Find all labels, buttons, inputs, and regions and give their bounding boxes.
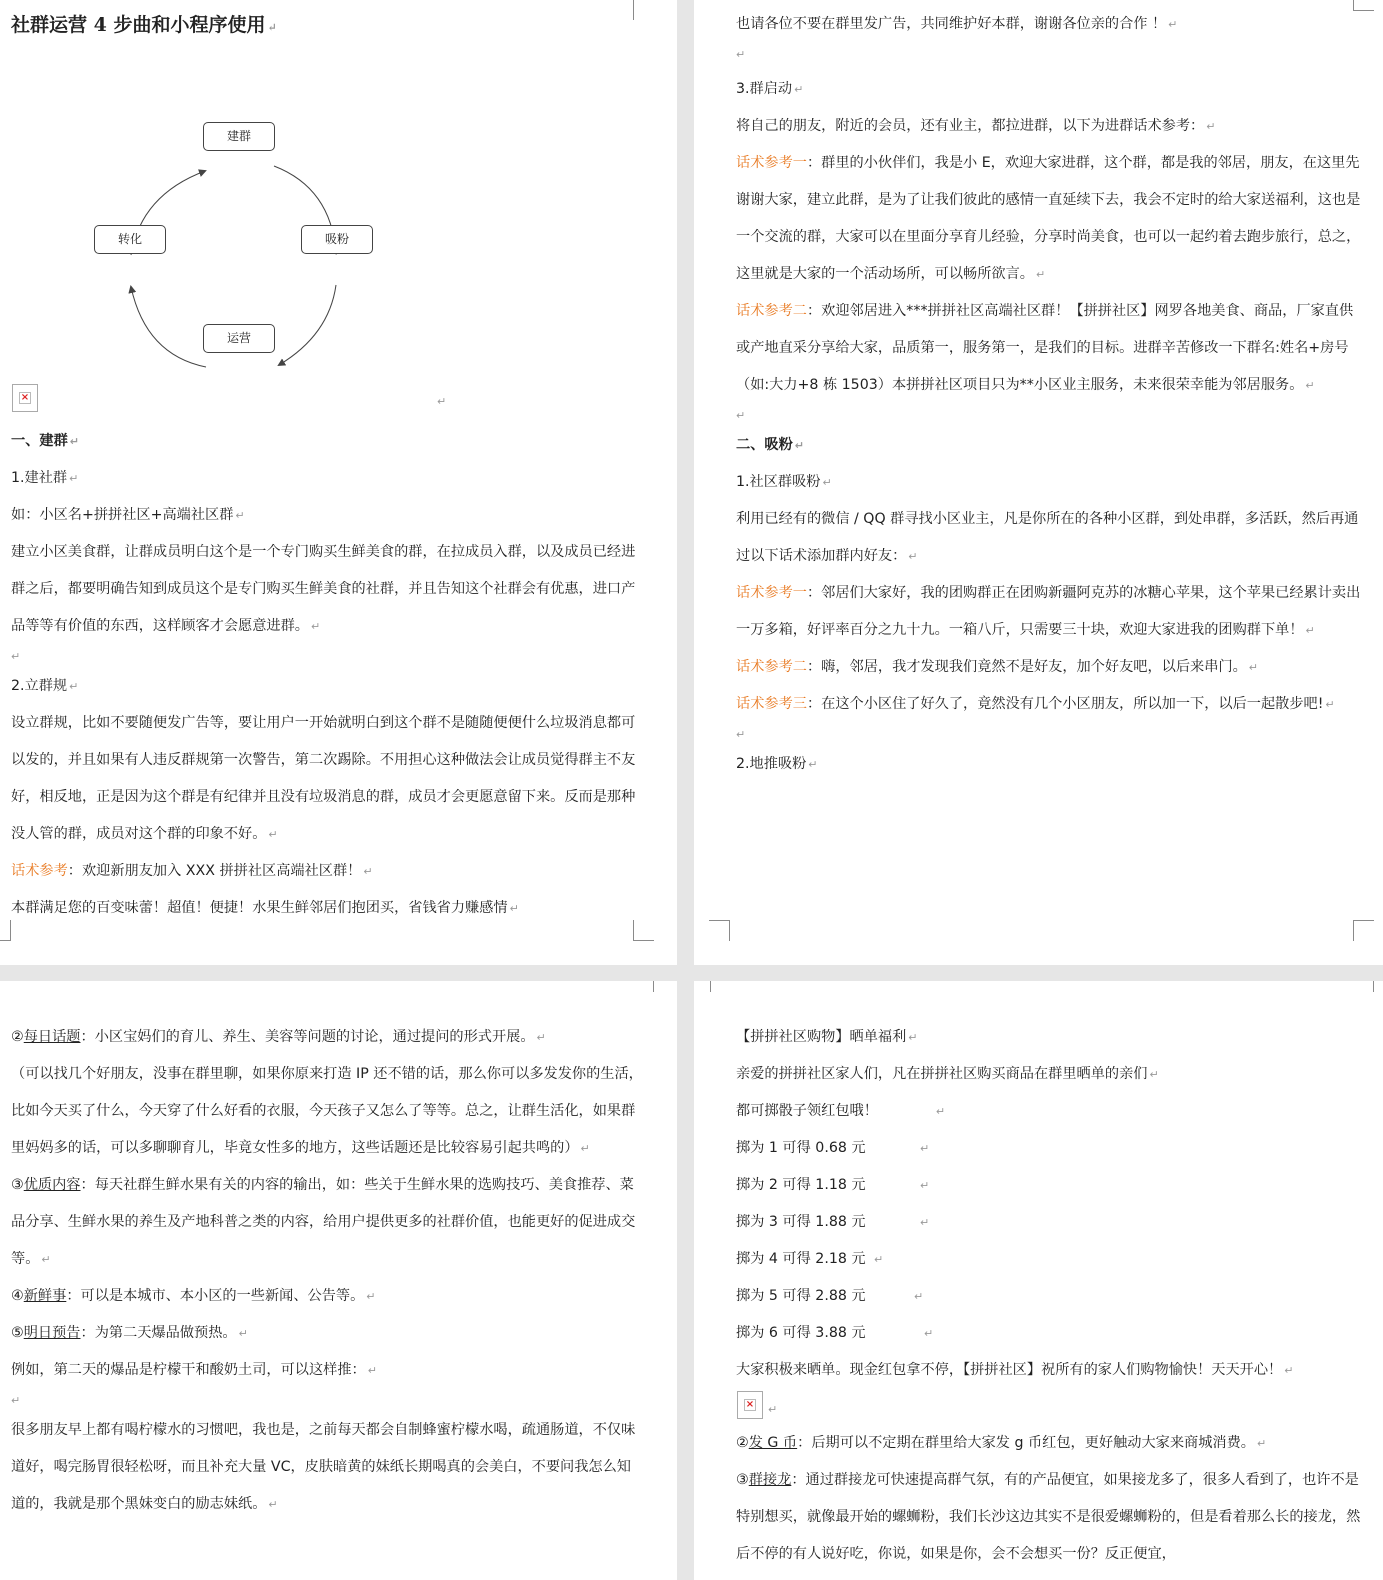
empty-paragraph: ↵ [736, 409, 746, 422]
broken-image-icon: × [12, 384, 38, 412]
list-item: ③优质内容：每天社群生鲜水果有关的内容的输出，如：些关于生鲜水果的选购技巧、美食推荐、菜品分享、生鲜水果的养生及产地科普之类的内容，给用户提供更多的社群价值，也能更好的促进成交等。 ↵ [11, 1177, 636, 1267]
script-reference: 话术参考：欢迎新朋友加入 XXX 拼拼社区高端社区群！ ↵ [11, 863, 373, 879]
list-item: ②发 G 币：后期可以不定期在群里给大家发 g 币红包，更好触动大家来商城消费。 ↵ [736, 1435, 1267, 1451]
crop-mark [0, 981, 11, 992]
crop-mark [709, 920, 730, 941]
script-reference: 话术参考二：欢迎邻居进入***拼拼社区高端社区群！【拼拼社区】网罗各地美食、商品，厂家直供或产地直采分享给大家，品质第一，服务第一，是我们的目标。进群辛苦修改一下群名:姓名+房号（如:大力+8 栋 1503）本拼拼社区项目只为**小区业主服务，未来很荣幸能为邻居服务。 ↵ [736, 303, 1354, 393]
list-item: 掷为 6 可得 3.88 元 ↵ [736, 1325, 934, 1341]
broken-image-icon: × [737, 1391, 763, 1419]
paragraph: （可以找几个好朋友，没事在群里聊，如果你原来打造 IP 还不错的话，那么你可以多发发你的生活，比如今天买了什么，今天穿了什么好看的衣服，今天孩子又怎么了等等。总之，让群生活化，如果群里妈妈多的话，可以多聊聊育儿，毕竟女性多的地方，这些话题还是比较容易引起共鸣的） ↵ [11, 1066, 643, 1156]
arrow-2 [279, 285, 336, 365]
document-page-3 [0, 981, 677, 1580]
broken-image-row: × ↵ [11, 383, 643, 423]
list-item: ②每日话题：小区宝妈们的育儿、养生、美容等问题的讨论，通过提问的形式开展。 ↵ [11, 1029, 546, 1045]
document-page-1 [0, 0, 677, 965]
paragraph: 很多朋友早上都有喝柠檬水的习惯吧，我也是，之前每天都会自制蜂蜜柠檬水喝，疏通肠道，不仅味道好，喝完肠胃很轻松呀，而且补充大量 VC，皮肤暗黄的妹纸长期喝真的会美白，不要问我怎么知道的，我就是那个黑妹变白的励志妹纸。 ↵ [11, 1422, 636, 1512]
list-item: 掷为 3 可得 1.88 元 ↵ [736, 1214, 930, 1230]
document-page-2 [694, 0, 1383, 965]
crop-mark [0, 920, 11, 941]
section-heading: 二、吸粉 ↵ [736, 437, 804, 453]
section-heading: 一、建群 ↵ [11, 433, 79, 449]
empty-paragraph: ↵ [736, 48, 746, 61]
paragraph: 本群满足您的百变味蕾！超值！便捷！水果生鲜邻居们抱团买，省钱省力赚感情 ↵ [11, 900, 519, 916]
paragraph: 亲爱的拼拼社区家人们，凡在拼拼社区购买商品在群里晒单的亲们 ↵ [736, 1066, 1159, 1082]
page-title: 社群运营 4 步曲和小程序使用 ↵ [11, 14, 277, 36]
sub-heading: 2.地推吸粉 ↵ [736, 756, 818, 772]
node-build-group: 建群 [203, 122, 275, 151]
example-line: 如：小区名+拼拼社区+高端社区群 ↵ [11, 507, 245, 523]
script-reference: 话术参考一：群里的小伙伴们，我是小 E，欢迎大家进群，这个群，都是我的邻居，朋友，在这里先谢谢大家，建立此群，是为了让我们彼此的感情一直延续下去，我会不定时的给大家送福利，这也是一个交流的群，大家可以在里面分享育儿经验，分享时尚美食，也可以一起约着去跑步旅行，总之，这里就是大家的一个活动场所，可以畅所欲言。 ↵ [736, 155, 1361, 282]
paragraph: 也请各位不要在群里发广告，共同维护好本群，谢谢各位亲的合作 ！ ↵ [736, 16, 1178, 32]
arrow-3 [131, 287, 206, 367]
list-item: 掷为 2 可得 1.18 元 ↵ [736, 1177, 930, 1193]
broken-image-row: × ↵ [736, 1389, 1363, 1425]
empty-paragraph: ↵ [11, 1394, 21, 1407]
list-item: 掷为 1 可得 0.68 元 ↵ [736, 1140, 930, 1156]
document-page-4 [694, 981, 1383, 1580]
list-item: ④新鲜事：可以是本城市、本小区的一些新闻、公告等。 ↵ [11, 1288, 376, 1304]
paragraph: 都可掷骰子领红包哦！ ↵ [736, 1103, 946, 1119]
script-reference: 话术参考三：在这个小区住了好久了，竟然没有几个小区朋友，所以加一下，以后一起散步吧! ↵ [736, 696, 1335, 712]
empty-paragraph: ↵ [736, 728, 746, 741]
crop-mark [633, 981, 654, 992]
sub-heading: 3.群启动 ↵ [736, 81, 804, 97]
paragraph: 将自己的朋友，附近的会员，还有业主，都拉进群，以下为进群话术参考： ↵ [736, 118, 1216, 134]
crop-mark [1353, 920, 1374, 941]
sub-heading: 2.立群规 ↵ [11, 678, 79, 694]
list-item: 掷为 5 可得 2.88 元 ↵ [736, 1288, 924, 1304]
node-attract-fans: 吸粉 [301, 225, 373, 254]
node-operate: 运营 [203, 324, 275, 353]
script-reference: 话术参考二：嗨，邻居，我才发现我们竟然不是好友，加个好友吧，以后来串门。 ↵ [736, 659, 1258, 675]
section-title: 【拼拼社区购物】晒单福利 ↵ [736, 1029, 918, 1045]
paragraph: 建立小区美食群，让群成员明白这个是一个专门购买生鲜美食的群，在拉成员入群，以及成员已经进群之后，都要明确告知到成员这个是专门购买生鲜美食的社群，并且告知这个社群会有优惠，进口产品等等有价值的东西，这样顾客才会愿意进群。 ↵ [11, 544, 636, 634]
list-item: ③群接龙：通过群接龙可快速提高群气氛，有的产品便宜，如果接龙多了，很多人看到了，也许不是特别想买，就像最开始的螺蛳粉，我们长沙这边其实不是很爱螺蛳粉的，但是看着那么长的接龙，然后不停的有人说好吃，你说，如果是你，会不会想买一份？反正便宜， [736, 1472, 1361, 1562]
paragraph: 大家积极来晒单。现金红包拿不停，【拼拼社区】祝所有的家人们购物愉快！天天开心！ ↵ [736, 1362, 1294, 1378]
sub-heading: 1.社区群吸粉 ↵ [736, 474, 832, 490]
paragraph: 设立群规，比如不要随便发广告等，要让用户一开始就明白到这个群不是随随便便什么垃圾消息都可 以发的，并且如果有人违反群规第一次警告，第二次踢除。不用担心这种做法会让成员觉得群主不友 好，相反地，正是因为这个群是有纪律并且没有垃圾消息的群，成员才会更愿意留下来。反而是那种 没人管的群，成员对这个群的印象不好。 ↵ [11, 715, 636, 842]
list-item: ⑤明日预告：为第二天爆品做预热。 ↵ [11, 1325, 248, 1341]
crop-mark [1353, 981, 1374, 992]
cycle-diagram [11, 43, 643, 383]
empty-paragraph: ↵ [11, 650, 21, 663]
dice-reward-list [736, 1130, 1363, 1352]
script-reference: 话术参考一：邻居们大家好，我的团购群正在团购新疆阿克苏的冰糖心苹果，这个苹果已经累计卖出一万多箱，好评率百分之九十九。一箱八斤，只需要三十块，欢迎大家进我的团购群下单！ ↵ [736, 585, 1361, 638]
paragraph: 利用已经有的微信 / QQ 群寻找小区业主，凡是你所在的各种小区群，到处串群，多活跃，然后再通过以下话术添加群内好友： ↵ [736, 511, 1359, 564]
list-item: 掷为 4 可得 2.18 元 ↵ [736, 1251, 884, 1267]
paragraph: 例如，第二天的爆品是柠檬干和酸奶土司，可以这样推： ↵ [11, 1362, 377, 1378]
sub-heading: 1.建社群 ↵ [11, 470, 79, 486]
crop-mark [710, 981, 731, 992]
node-convert: 转化 [94, 225, 166, 254]
